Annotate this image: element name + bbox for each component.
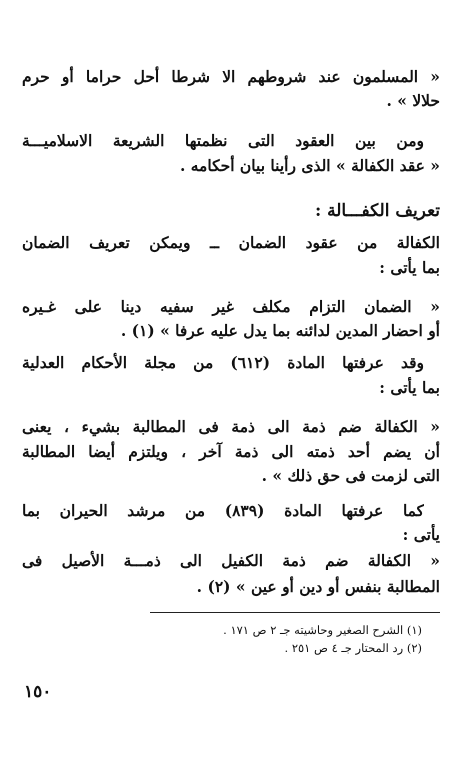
section-heading: تعريف الكفـــالة : — [314, 201, 440, 221]
quote-1-line-1: « الضمان التزام مكلف غير سفيه دينا على غـيره — [22, 297, 440, 316]
paragraph-1-line-2: حلالا » . — [386, 91, 440, 110]
paragraph-4-line-2: بما يأتى : — [379, 378, 440, 397]
paragraph-4-line-1: وقد عرفتها المادة (٦١٢) من مجلة الأحكام العدلية — [22, 353, 424, 372]
paragraph-5-line-1: كما عرفتها المادة (٨٣٩) من مرشد الحيران بما — [22, 501, 424, 520]
quote-1-line-2: أو احضار المدين لدائنه بما يدل عليه عرفا » (١) . — [120, 321, 440, 340]
paragraph-5-line-2: يأتى : — [402, 525, 440, 544]
footnote-divider — [150, 612, 440, 613]
paragraph-2-line-1: ومن بين العقود التى نظمتها الشريعة الاسلاميـــة — [22, 131, 424, 150]
paragraph-3-line-2: بما يأتى : — [379, 258, 440, 277]
quote-3-line-2: المطالبة بنفس أو دين أو عين » (٢) . — [196, 577, 440, 596]
quote-3-line-1: « الكفالة ضم ذمة الكفيل الى ذمـــة الأصيل فى — [22, 551, 440, 570]
paragraph-3-line-1: الكفالة من عقود الضمان ــ ويمكن تعريف الضمان — [22, 233, 440, 252]
paragraph-2-line-2: « عقد الكفالة » الذى رأينا بيان أحكامه . — [179, 156, 440, 175]
quote-2-line-1: « الكفالة ضم ذمة الى ذمة فى المطالبة بشيء ، يعنى — [22, 417, 440, 436]
quote-2-line-2: أن يضم أحد ذمته الى ذمة آخر ، ويلتزم أيضا المطالبة — [22, 442, 440, 461]
footnote-2: (٢) رد المحتار جـ ٤ ص ٢٥١ . — [284, 641, 422, 655]
footnote-1: (١) الشرح الصغير وحاشيته جـ ٢ ص ١٧١ . — [223, 623, 422, 637]
page-number: ١٥٠ — [24, 682, 52, 702]
quote-2-line-3: التى لزمت فى حق ذلك » . — [261, 466, 440, 485]
paragraph-1-line-1: « المسلمون عند شروطهم الا شرطا أحل حراما أو حرم — [22, 67, 440, 86]
